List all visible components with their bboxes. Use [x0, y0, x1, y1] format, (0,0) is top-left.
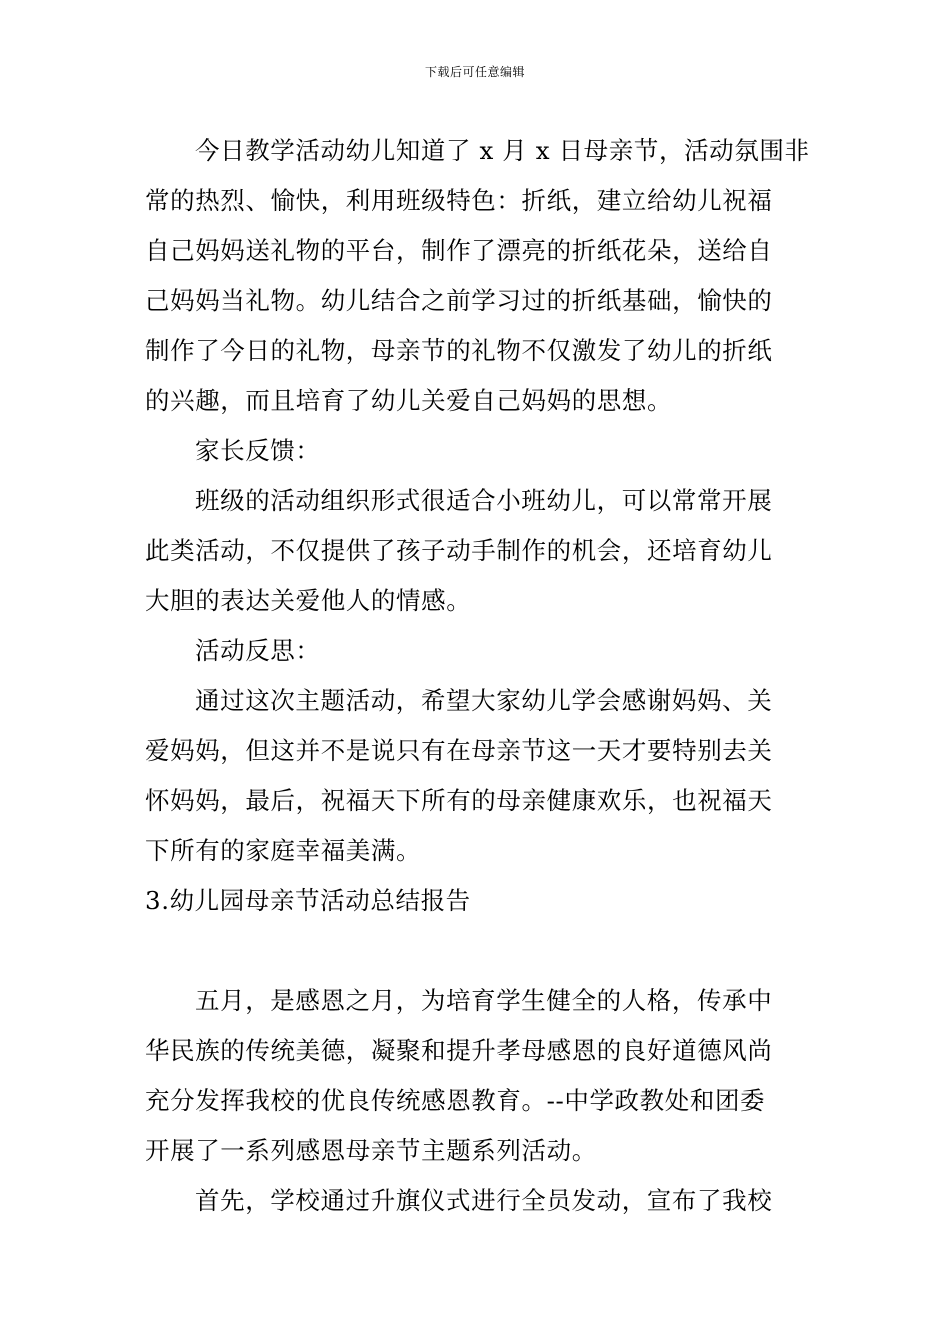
text-line: 怀妈妈，最后，祝福天下所有的母亲健康欢乐，也祝福天: [145, 786, 773, 815]
text-line: 自己妈妈送礼物的平台，制作了漂亮的折纸花朵，送给自: [145, 236, 773, 265]
section-heading-text: 3.幼儿园母亲节活动总结报告: [145, 886, 471, 915]
section-heading: [145, 876, 815, 926]
text-line: 班级的活动组织形式很适合小班幼儿，可以常常开展: [195, 486, 773, 515]
text-line: 充分发挥我校的优良传统感恩教育。--中学政教处和团委: [145, 1086, 766, 1115]
blank-line: [145, 926, 815, 976]
text-line: 己妈妈当礼物。幼儿结合之前学习过的折纸基础，愉快的: [145, 286, 773, 315]
text-line: 此类活动，不仅提供了孩子动手制作的机会，还培育幼儿: [145, 536, 773, 565]
text-line: 活动反思：: [195, 636, 321, 665]
paragraph-may-gratitude: [145, 976, 815, 1176]
paragraph-parent-feedback: [145, 476, 815, 626]
paragraph-activity-summary: [145, 126, 815, 426]
paragraph-parent-feedback-label: [145, 426, 815, 476]
text-line: 爱妈妈，但这并不是说只有在母亲节这一天才要特别去关: [145, 736, 773, 765]
page-header: 下载后可任意编辑: [424, 65, 525, 79]
text-line: 今日教学活动幼儿知道了 x 月 x 日母亲节，活动氛围非: [195, 136, 810, 165]
text-line: 大胆的表达关爱他人的情感。: [145, 586, 472, 615]
text-line: 制作了今日的礼物，母亲节的礼物不仅激发了幼儿的折纸: [145, 336, 773, 365]
text-line: 的兴趣，而且培育了幼儿关爱自己妈妈的思想。: [145, 386, 673, 415]
paragraph-reflection: [145, 676, 815, 876]
text-line: 下所有的家庭幸福美满。: [145, 836, 422, 865]
text-line: 常的热烈、愉快，利用班级特色：折纸，建立给幼儿祝福: [145, 186, 773, 215]
text-line: 华民族的传统美德，凝聚和提升孝母感恩的良好道德风尚: [145, 1036, 773, 1065]
paragraph-first-step: [145, 1176, 815, 1226]
paragraph-reflection-label: [145, 626, 815, 676]
document-body: [145, 126, 815, 1226]
text-line: 开展了一系列感恩母亲节主题系列活动。: [145, 1136, 597, 1165]
text-line: 首先，学校通过升旗仪式进行全员发动，宣布了我校: [195, 1186, 773, 1215]
text-line: 家长反馈：: [195, 436, 321, 465]
text-line: 通过这次主题活动，希望大家幼儿学会感谢妈妈、关: [195, 686, 773, 715]
text-line: 五月，是感恩之月，为培育学生健全的人格，传承中: [195, 986, 773, 1015]
